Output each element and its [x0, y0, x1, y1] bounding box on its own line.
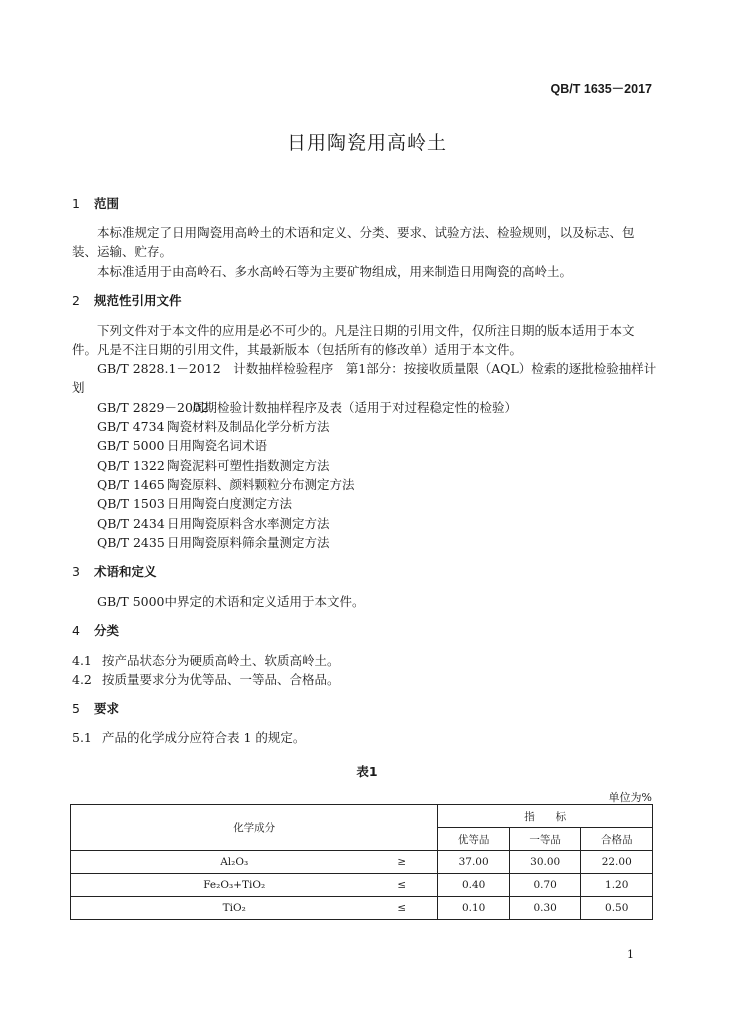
section-5-heading: [72, 699, 119, 717]
reference-title: 日用陶瓷原料含水率测定方法: [167, 516, 330, 531]
chemical-composition-table: [70, 804, 653, 920]
reference-title: 日用陶瓷名词术语: [167, 438, 268, 453]
header-component: 化学成分: [71, 805, 438, 851]
clause-text: 产品的化学成分应符合表 1 的规定。: [102, 730, 306, 745]
table-row: [71, 874, 653, 897]
reference-item: [97, 476, 355, 494]
comparison-operator: ≥: [397, 851, 438, 874]
table-row: [71, 897, 653, 920]
clause-text: 按质量要求分为优等品、一等品、合格品。: [102, 672, 340, 687]
section-1-heading: [72, 194, 119, 212]
component-name: Al₂O₃: [71, 851, 398, 874]
section-3-title: 术语和定义: [94, 564, 157, 579]
clause-number: 5.1: [72, 730, 92, 745]
value-cell: 22.00: [581, 851, 653, 874]
comparison-operator: ≤: [397, 897, 438, 920]
value-cell: 0.10: [438, 897, 510, 920]
value-cell: 1.20: [581, 874, 653, 897]
section-5-title: 要求: [94, 701, 120, 716]
section-3-heading: [72, 562, 157, 580]
value-cell: 0.40: [438, 874, 510, 897]
section-2-heading: [72, 291, 182, 309]
component-name: Fe₂O₃+TiO₂: [71, 874, 398, 897]
comparison-operator: ≤: [397, 874, 438, 897]
reference-code: GB/T 2829－2002: [97, 400, 209, 415]
reference-code: QB/T 1465: [97, 477, 165, 492]
reference-code: QB/T 2435: [97, 535, 165, 550]
clause-number: 4.1: [72, 653, 92, 668]
table-unit: 单位为%: [608, 791, 652, 804]
section-1-para-2: 本标准适用于由高岭石、多水高岭石等为主要矿物组成，用来制造日用陶瓷的高岭土。: [97, 264, 573, 279]
document-title: 日用陶瓷用高岭土: [286, 132, 447, 154]
clause-5-1: [72, 729, 305, 747]
section-1-title: 范围: [94, 196, 120, 211]
reference-gb2828-line-1: GB/T 2828.1－2012 计数抽样检验程序 第1部分：按接收质量限（AQL）检索的逐批检验抽样计: [97, 361, 657, 376]
section-1-para-1-line-2: 装、运输、贮存。: [72, 244, 173, 259]
reference-title: 周期检验计数抽样程序及表（适用于对过程稳定性的检验）: [192, 400, 518, 415]
standard-code: QB/T 1635－2017: [550, 82, 652, 96]
section-4-title: 分类: [94, 623, 120, 638]
reference-code: QB/T 1503: [97, 496, 165, 511]
header-index: 指 标: [438, 805, 653, 828]
reference-item: [97, 418, 330, 436]
reference-item: [97, 437, 267, 455]
reference-item: [97, 399, 517, 417]
value-cell: 37.00: [438, 851, 510, 874]
reference-title: 日用陶瓷白度测定方法: [167, 496, 293, 511]
value-cell: 30.00: [509, 851, 581, 874]
value-cell: 0.50: [581, 897, 653, 920]
reference-title: 陶瓷泥料可塑性指数测定方法: [167, 458, 330, 473]
reference-title: 陶瓷材料及制品化学分析方法: [167, 419, 330, 434]
section-2-intro-line-1: 下列文件对于本文件的应用是必不可少的。凡是注日期的引用文件，仅所注日期的版本适用于本文: [97, 323, 635, 338]
clause-4-1: [72, 652, 340, 670]
table-header-row: [71, 805, 653, 828]
clause-4-2: [72, 671, 340, 689]
reference-code: GB/T 5000: [97, 438, 165, 453]
reference-code: QB/T 2434: [97, 516, 165, 531]
grade-premium: 优等品: [438, 828, 510, 851]
section-4-number: 4: [72, 623, 80, 638]
reference-item: [97, 534, 330, 552]
reference-item: [97, 515, 330, 533]
section-1-number: 1: [72, 196, 80, 211]
clause-number: 4.2: [72, 672, 92, 687]
component-name: TiO₂: [71, 897, 398, 920]
section-3-para: GB/T 5000中界定的术语和定义适用于本文件。: [97, 594, 365, 609]
reference-title: 日用陶瓷原料筛余量测定方法: [167, 535, 330, 550]
reference-item: [97, 457, 330, 475]
reference-title: 陶瓷原料、颜料颗粒分布测定方法: [167, 477, 355, 492]
page-number: 1: [627, 948, 634, 961]
section-3-number: 3: [72, 564, 80, 579]
section-2-intro-line-2: 件。凡是不注日期的引用文件，其最新版本（包括所有的修改单）适用于本文件。: [72, 342, 523, 357]
value-cell: 0.30: [509, 897, 581, 920]
reference-code: GB/T 4734: [97, 419, 165, 434]
table-row: [71, 851, 653, 874]
table-caption: 表1: [356, 764, 378, 779]
reference-code: QB/T 1322: [97, 458, 165, 473]
grade-qualified: 合格品: [581, 828, 653, 851]
reference-item: [97, 495, 292, 513]
grade-first: 一等品: [509, 828, 581, 851]
section-5-number: 5: [72, 701, 80, 716]
section-1-para-1-line-1: 本标准规定了日用陶瓷用高岭土的术语和定义、分类、要求、试验方法、检验规则，以及标志、包: [97, 225, 635, 240]
value-cell: 0.70: [509, 874, 581, 897]
clause-text: 按产品状态分为硬质高岭土、软质高岭土。: [102, 653, 340, 668]
reference-gb2828-line-2: 划: [72, 380, 85, 395]
section-2-number: 2: [72, 293, 80, 308]
section-2-title: 规范性引用文件: [94, 293, 182, 308]
section-4-heading: [72, 621, 119, 639]
